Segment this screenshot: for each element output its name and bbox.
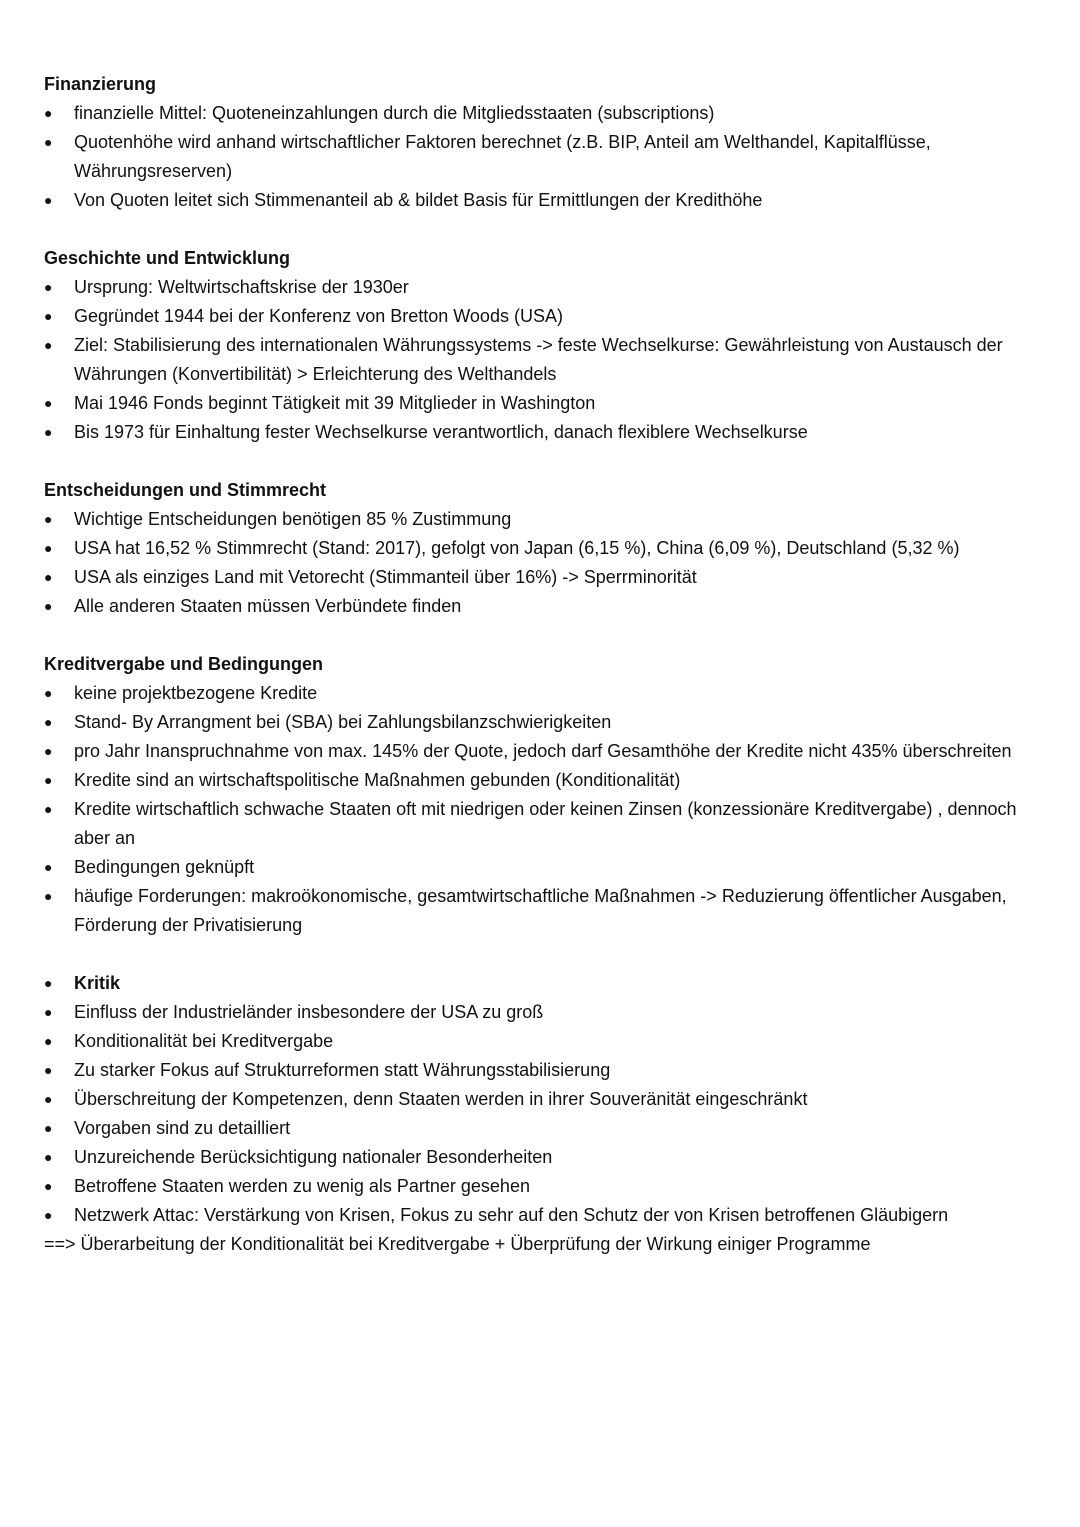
bullet-icon: ● [44,1120,53,1136]
bullet-icon: ● [44,192,53,208]
bullet-text: Netzwerk Attac: Verstärkung von Krisen, Fokus zu sehr auf den Schutz der von Krisen betroffenen Gläubigern [74,1205,949,1225]
bullet-text: Zu starker Fokus auf Strukturreformen statt Währungsstabilisierung [74,1060,611,1080]
bullet-item [44,389,1019,418]
bullet-item [44,186,1019,215]
bullet-heading [44,969,1019,998]
bullet-text: häufige Forderungen: makroökonomische, gesamtwirtschaftliche Maßnahmen -> Reduzierung öffentlicher Ausgaben, Förderung der Privatisierung [74,886,1007,935]
bullet-icon: ● [44,859,53,875]
bullet-icon: ● [44,279,53,295]
bullet-item [44,1027,1019,1056]
bullet-text: Betroffene Staaten werden zu wenig als Partner gesehen [74,1176,530,1196]
bullet-item [44,708,1019,737]
bullet-text: Einfluss der Industrieländer insbesondere der USA zu groß [74,1002,544,1022]
bullet-icon: ● [44,743,53,759]
bullet-icon: ● [44,685,53,701]
bullet-text: USA hat 16,52 % Stimmrecht (Stand: 2017), gefolgt von Japan (6,15 %), China (6,09 %), Deutschland (5,32 %) [74,538,960,558]
bullet-text: Gegründet 1944 bei der Konferenz von Bretton Woods (USA) [74,306,563,326]
bullet-text: Kritik [74,973,121,993]
bullet-text: Unzureichende Berücksichtigung nationaler Besonderheiten [74,1147,553,1167]
bullet-item [44,1172,1019,1201]
document-section [44,476,1024,621]
bullet-item [44,1143,1019,1172]
bullet-item [44,273,1019,302]
bullet-item [44,418,1019,447]
bullet-icon: ● [44,569,53,585]
bullet-icon: ● [44,105,53,121]
bullet-text: Alle anderen Staaten müssen Verbündete finden [74,596,462,616]
bullet-text: Bedingungen geknüpft [74,857,255,877]
bullet-item [44,505,1019,534]
bullet-item [44,1114,1019,1143]
bullet-text: Kredite wirtschaftlich schwache Staaten oft mit niedrigen oder keinen Zinsen (konzessionäre Kreditvergabe) , dennoch aber an [74,799,1017,848]
bullet-text: finanzielle Mittel: Quoteneinzahlungen durch die Mitgliedsstaaten (subscriptions) [74,103,715,123]
document-section [44,70,1024,215]
bullet-icon: ● [44,598,53,614]
section-heading: Finanzierung [44,74,156,94]
bullet-item [44,882,1019,940]
bullet-item [44,679,1019,708]
bullet-icon: ● [44,714,53,730]
bullet-icon: ● [44,308,53,324]
bullet-text: Ziel: Stabilisierung des internationalen Währungssystems -> feste Wechselkurse: Gewährleistung von Austausch der Währungen (Konvertibilität) > Erleichterung des Welthandels [74,335,1003,384]
bullet-icon: ● [44,540,53,556]
bullet-item [44,1056,1019,1085]
bullet-icon: ● [44,1091,53,1107]
bullet-text: Mai 1946 Fonds beginnt Tätigkeit mit 39 Mitglieder in Washington [74,393,596,413]
bullet-text: Vorgaben sind zu detailliert [74,1118,291,1138]
bullet-item [44,534,1019,563]
bullet-item [44,99,1019,128]
bullet-icon: ● [44,424,53,440]
bullet-text: Konditionalität bei Kreditvergabe [74,1031,334,1051]
bullet-text: Von Quoten leitet sich Stimmenanteil ab & bildet Basis für Ermittlungen der Kredithöhe [74,190,763,210]
bullet-text: Kredite sind an wirtschaftspolitische Maßnahmen gebunden (Konditionalität) [74,770,681,790]
bullet-icon: ● [44,395,53,411]
bullet-icon: ● [44,134,53,150]
bullet-text: USA als einziges Land mit Vetorecht (Stimmanteil über 16%) -> Sperrminorität [74,567,697,587]
bullet-item [44,998,1019,1027]
bullet-item [44,302,1019,331]
bullet-text: keine projektbezogene Kredite [74,683,318,703]
bullet-item [44,795,1019,853]
bullet-item [44,592,1019,621]
bullet-item [44,853,1019,882]
section-heading: Geschichte und Entwicklung [44,248,291,268]
section-heading: Kreditvergabe und Bedingungen [44,654,324,674]
bullet-text: Bis 1973 für Einhaltung fester Wechselkurse verantwortlich, danach flexiblere Wechselkurse [74,422,808,442]
bullet-item [44,563,1019,592]
bullet-item [44,766,1019,795]
bullet-item [44,128,1019,186]
bullet-text: Quotenhöhe wird anhand wirtschaftlicher Faktoren berechnet (z.B. BIP, Anteil am Welthandel, Kapitalflüsse, Währungsreserven) [74,132,931,181]
bullet-text: pro Jahr Inanspruchnahme von max. 145% der Quote, jedoch darf Gesamthöhe der Kredite nicht 435% überschreiten [74,741,1012,761]
bullet-icon: ● [44,888,53,904]
bullet-icon: ● [44,1149,53,1165]
bullet-item [44,1201,1019,1230]
bullet-icon: ● [44,337,53,353]
bullet-icon: ● [44,511,53,527]
bullet-icon: ● [44,1033,53,1049]
bullet-text: Wichtige Entscheidungen benötigen 85 % Zustimmung [74,509,512,529]
bullet-item [44,737,1019,766]
section-heading: Entscheidungen und Stimmrecht [44,480,327,500]
bullet-item [44,1085,1019,1114]
conclusion-text: ==> Überarbeitung der Konditionalität bei Kreditvergabe + Überprüfung der Wirkung einiger Programme [44,1234,871,1254]
bullet-text: Überschreitung der Kompetenzen, denn Staaten werden in ihrer Souveränität eingeschränkt [74,1089,808,1109]
bullet-text: Ursprung: Weltwirtschaftskrise der 1930er [74,277,409,297]
bullet-icon: ● [44,1178,53,1194]
document [44,70,1024,1288]
document-section [44,244,1024,447]
bullet-icon: ● [44,1207,53,1223]
bullet-icon: ● [44,1004,53,1020]
bullet-icon: ● [44,975,53,991]
bullet-icon: ● [44,801,53,817]
document-section [44,969,1024,1259]
bullet-item [44,331,1019,389]
bullet-icon: ● [44,772,53,788]
document-section [44,650,1024,940]
bullet-icon: ● [44,1062,53,1078]
bullet-text: Stand- By Arrangment bei (SBA) bei Zahlungsbilanzschwierigkeiten [74,712,612,732]
